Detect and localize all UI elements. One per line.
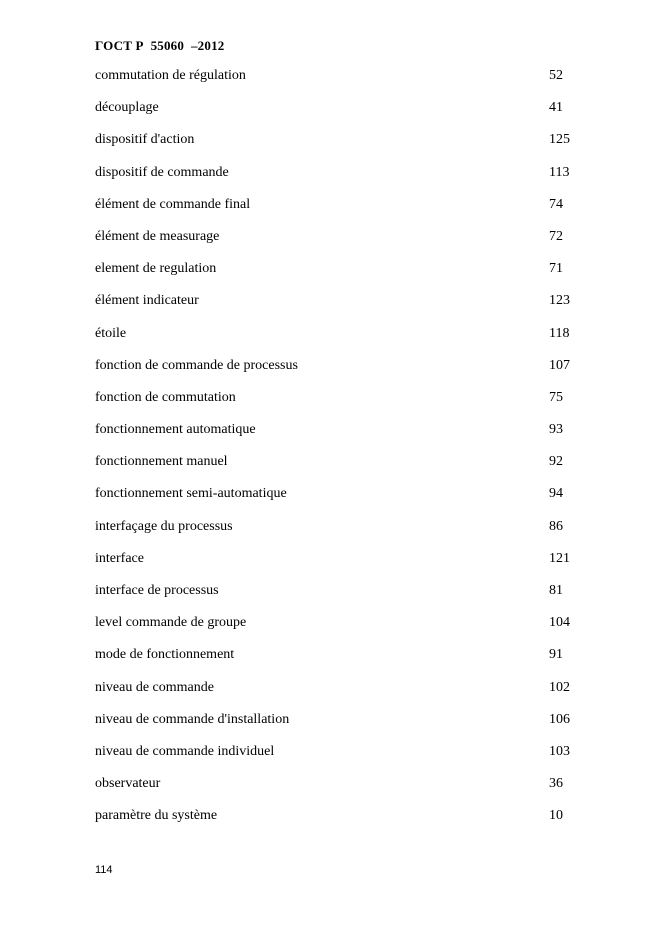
index-term: fonctionnement semi-automatique	[95, 486, 287, 502]
index-page-ref: 123	[549, 293, 570, 309]
index-entry	[95, 286, 595, 318]
index-entry	[95, 512, 595, 544]
index-term: fonctionnement automatique	[95, 422, 256, 438]
index-term: étoile	[95, 325, 127, 341]
index-term: niveau de commande individuel	[95, 743, 275, 759]
index-page-ref: 81	[549, 583, 563, 598]
index-entry	[95, 479, 595, 511]
index-page-ref: 103	[549, 743, 570, 759]
index-term: interface de processus	[95, 583, 219, 598]
index-term: interfaçage du processus	[95, 518, 233, 534]
page-number: 114	[95, 864, 113, 876]
index-entry	[95, 576, 595, 608]
index-entry	[95, 125, 595, 157]
index-entry	[95, 415, 595, 447]
index-page-ref: 74	[549, 196, 563, 212]
index-page-ref: 125	[549, 132, 570, 148]
index-page-ref: 72	[549, 228, 563, 244]
index-term: element de regulation	[95, 261, 217, 277]
index-page-ref: 52	[549, 68, 563, 83]
index-term: fonctionnement manuel	[95, 454, 228, 470]
index-term: dispositif d'action	[95, 132, 195, 148]
index-entry	[95, 319, 595, 351]
index-page-ref: 94	[549, 486, 563, 502]
index-entry	[95, 544, 595, 576]
index-entry	[95, 737, 595, 769]
index-entry	[95, 673, 595, 705]
index-entry	[95, 351, 595, 383]
index-entry	[95, 769, 595, 801]
index-entry	[95, 222, 595, 254]
index-page-ref: 118	[549, 325, 570, 341]
index-page-ref: 107	[549, 357, 570, 373]
index-page-ref: 36	[549, 776, 563, 792]
index-page-ref: 102	[549, 679, 570, 695]
index-term: fonction de commande de processus	[95, 357, 298, 373]
index-term: paramètre du système	[95, 808, 218, 824]
index-entry	[95, 383, 595, 415]
index-page-ref: 121	[549, 550, 570, 566]
index-entry	[95, 158, 595, 190]
index-term: fonction de commutation	[95, 389, 236, 405]
index-page-ref: 75	[549, 389, 563, 405]
index-term: observateur	[95, 776, 161, 792]
index-term: niveau de commande	[95, 679, 214, 695]
index-page-ref: 91	[549, 647, 563, 663]
index-entry	[95, 801, 595, 833]
index-entry	[95, 61, 595, 93]
index-term: commutation de régulation	[95, 68, 246, 83]
index-term: niveau de commande d'installation	[95, 711, 290, 727]
index-page-ref: 71	[549, 261, 563, 277]
index-page-ref: 92	[549, 454, 563, 470]
index-term: dispositif de commande	[95, 164, 229, 180]
index-entry	[95, 254, 595, 286]
index-term: élément de measurage	[95, 228, 220, 244]
index-page-ref: 93	[549, 422, 563, 438]
index-entry	[95, 447, 595, 479]
index-term: élément indicateur	[95, 293, 199, 309]
index-page-ref: 41	[549, 100, 563, 116]
index-page-ref: 10	[549, 808, 563, 824]
index-term: interface	[95, 550, 144, 566]
index-term: élément de commande final	[95, 196, 251, 212]
document-header: ГОСТ Р 55060 –2012	[95, 38, 225, 53]
index-entry	[95, 93, 595, 125]
index-term: mode de fonctionnement	[95, 647, 235, 663]
index-entry	[95, 190, 595, 222]
index-term: découplage	[95, 100, 159, 116]
index-entry	[95, 608, 595, 640]
index-page-ref: 106	[549, 711, 570, 727]
index-term: level commande de groupe	[95, 615, 247, 631]
index-page-ref: 86	[549, 518, 563, 534]
index-page-ref: 113	[549, 164, 570, 180]
index-entry	[95, 705, 595, 737]
index-page-ref: 104	[549, 615, 570, 631]
index-entry	[95, 640, 595, 672]
index-list	[95, 61, 595, 834]
